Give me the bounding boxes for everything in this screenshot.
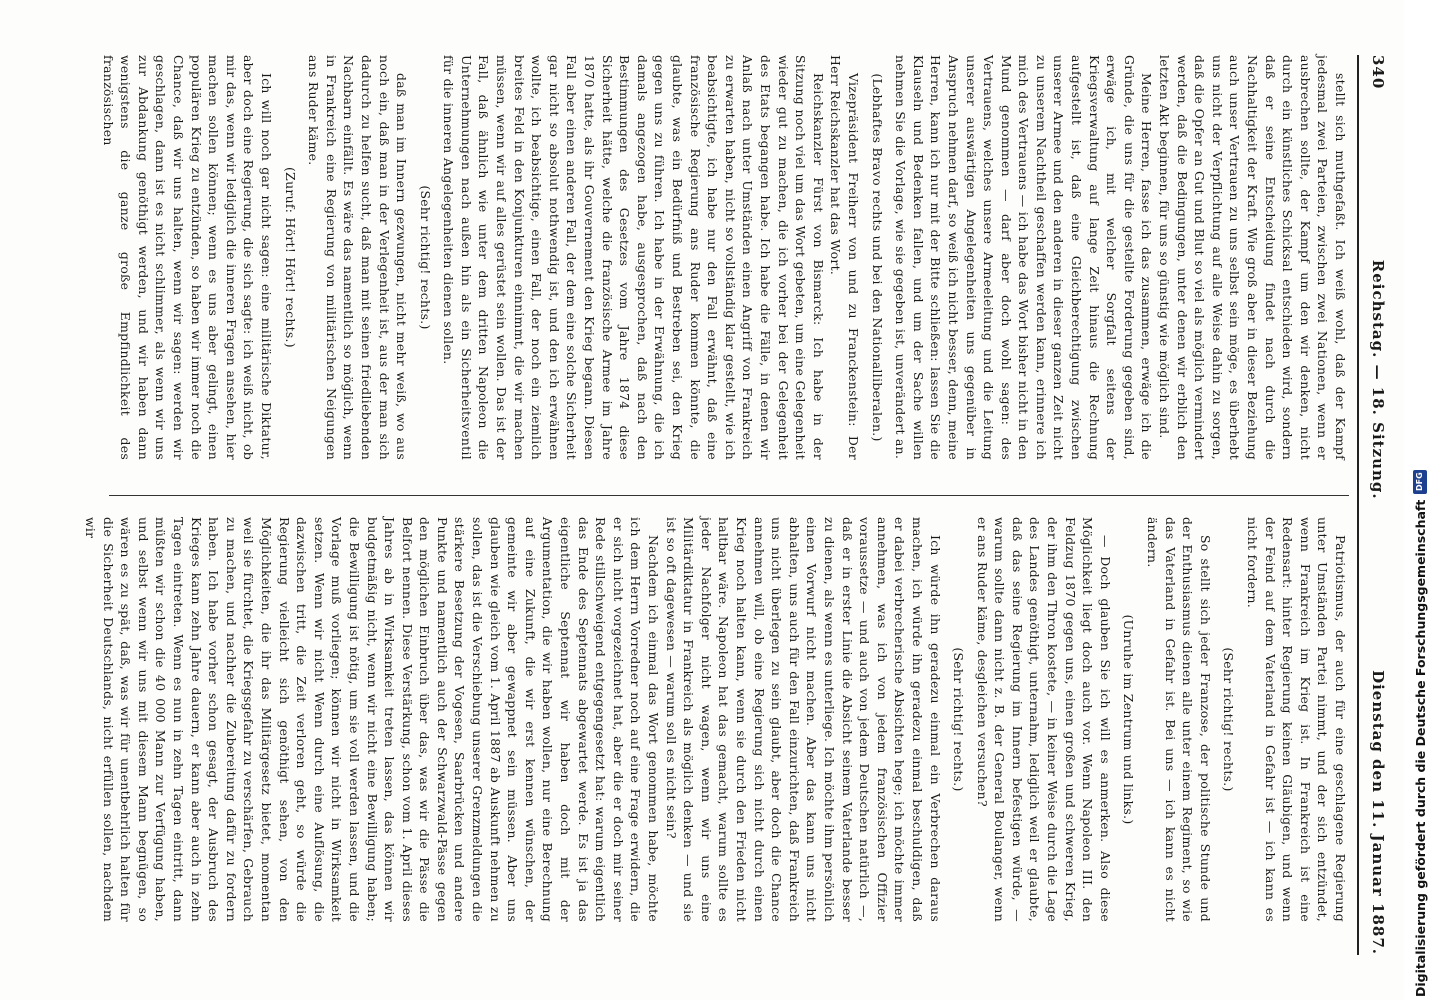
interjection: (Sehr richtig! rechts.) xyxy=(951,647,967,792)
column-separator xyxy=(109,495,1349,496)
text-column-right xyxy=(83,517,1349,922)
header-rule xyxy=(1357,55,1359,955)
paragraph: Vizepräsident Freiherr von und zu Franckenstein: Der Herr Reichskanzler hat das Wort. xyxy=(828,55,861,460)
paragraph: Patriotismus, der auch für eine geschlagene Regierung unter Umständen Partei nimmt, und der sich entzündet, wenn Frankreich im Krieg ist. In Frankreich ist eine Redensart: hinter Regierung keinen Gläubigen, und wenn der Feind auf dem Vaterland in Gefahr ist — ich kann es nicht fordern. xyxy=(1245,517,1348,922)
page-header xyxy=(1361,55,1395,955)
paragraph: — Doch glauben Sie ich will es anmerken. Also diese Möglichkeit liegt doch auch vor. Wenn Napoleon III. den Feldzug 1870 gegen uns, einen großen und schweren Krieg, der ihm den Thron kostete, — in keiner Weise durch die Lage des Landes genöthigt, unternahm, lediglich weil er glaubte, daß das seine Regierung im Innern befestigen würde, — warum sollte dann nicht z. B. der General Boulanger, wenn er ans Ruder käme, desgleichen versuchen? xyxy=(974,517,1113,922)
paragraph: Reichskanzler Fürst von Bismarck: Ich habe in der Sitzung noch viel um das Wort gebeten, um eine Gelegenheit wieder gut zu machen, die ich vorher bei der Gelegenheit des Etats begangen habe. Ich habe die Fälle, in denen wir Anlaß nach unter Umständen einen Angriff von Frankreich zu erwarten haben, nicht so vollständig klar gestellt, wie ich beabsichtigte, ich habe nur den Fall erwähnt, daß eine französische Regierung ans Ruder kommen könnte, die glaubte, was ein Bedürfniß und Bestreben sei, den Krieg gegen uns zu führen. Ich habe in der Erwähnung, die ich damals angezogen habe, ausgesprochen, daß nach den Bestimmungen des Gesetzes vom Jahre 1874 diese Sicherheit hätte, welche die französische Armee im Jahre 1870 hatte, als ihr Gouvernement den Krieg begann. Diesen Fall aber einen anderen Fall, der dem eine solche Sicherheit gar nicht so absolut nothwendig ist, und den ich erwähnen wollte, ich beabsichtige, einen Fall, der noch ein ziemlich breites Feld in den Konjunkturen einnimmt, die wir machen müssen, wenn wir auf alles gerüstet sein wollen. Das ist der Fall, daß ähnlich wie unter dem dritten Napoleon die Unternehmungen nach außen hin als ein Sicherheitsventil für die inneren Angelegenheiten dienen sollen. xyxy=(441,55,826,460)
interjection: (Lebhaftes Bravo rechts und bei den Nationalliberalen.) xyxy=(869,73,885,442)
paragraph: Ich will noch gar nicht sagen: eine militärische Diktatur, aber doch eine Regierung, die sich sagte: ich weiß nicht, ob mir das, wenn wir lediglich die inneren Fragen ansehen, hier machen sollen können; wenn es uns aber gelingt, einen populären Krieg zu entzünden, so haben wir immer noch die Chance, daß wir uns halten, wenn wir sagen: werden wir geschlagen, dann ist es nicht schlimmer, als wenn wir uns zur Abdankung genöthigt werden, und wir haben dann wenigstens die ganze große Empfindlichkeit des französischen xyxy=(100,55,274,460)
page-date: Dienstag den 11. Januar 1887. xyxy=(1369,670,1387,955)
sidebar-credit xyxy=(1410,7,1430,997)
interjection: (Zuruf: Hört! Hört! rechts.) xyxy=(282,167,298,348)
page-number: 340 xyxy=(1369,55,1387,90)
interjection: (Sehr richtig! rechts.) xyxy=(1221,647,1237,792)
text-column-left xyxy=(100,55,1349,460)
digitization-sidebar xyxy=(1404,0,1432,1000)
paragraph: daß man im Innern gezwungen, nicht mehr weiß, wo aus noch ein, daß man in der Verlegenheit ist, aus der man sich dadurch zu helfen sucht, daß man mit seinen friedliebenden Nachbarn einfällt. Es wäre das namentlich so möglich, wenn in Frankreich eine Regierung von militärischen Neigungen ans Ruder käme. xyxy=(306,55,410,460)
paragraph: Nachdem ich einmal das Wort genommen habe, möchte ich dem Herrn Vorredner noch auf eine Frage erwidern, die er sich nicht vorgezeichnet hat, aber die er doch mir seiner Rede stillschweigend entgegengesetzt hat: warum eigentlich das Ende des Septennats abgewartet werde. Es ist ja das eigentliche Septennat wir haben doch mit der Argumentation, die wir haben wollen, nur eine Berechnung auf eine Zukunft, die wir erst kennen wünschen, der gemeinte wir aber gewappnet sein müssen. Aber uns glauben wie gleich vom 1. April 1887 ab Auskunft nehmen zu sollen, das ist die Verschiebung unserer Grenzmeldungen die stärkere Besetzung der Vogesen, Saarbrücken und andere Punkte und namentlich auch der Schwarzwald-Pässe gegen den möglichen Einbruch über das, was wir die Pässe die Belfort nennen. Diese Verstärkung, schon vom 1. April dieses Jahres ab in Wirksamkeit treten lassen, das können wir budgetmäßig nicht, wenn wir nicht eine Bewilligung haben; die Bewilligung ist nötig, um sie voll werden lassen, und die Vorlage muß vorliegen; können wir nicht in Wirksamkeit setzen. Wenn wir nicht Wenn durch eine Auflösung, die dazwischen tritt, die Zeit verloren geht, so würde die Regierung vielleicht sich genöthigt sehen, von den Möglichkeiten, die ihr das Militärgesetz bietet, momentan weil sie fürchtet, die Kriegsgefahr zu verschärfen, Gebrauch zu machen, und nachher die Zubereitung dafür zu fordern haben. Ich habe vorher schon gesagt, der Ausbruch des Krieges kann zehn Jahre dauern, er kann aber auch in zehn Tagen eintreten. Wenn es nun in zehn Tagen eintritt, dann müßten wir schon die 40 000 Mann zur Verfügung haben, und selbst wenn wir uns mit diesem Mann begnügen, so wären es zu spät, daß, was wir für unentbehrlich halten für die Sicherheit Deutschlands, nicht erfüllen sollen, nachdem wir xyxy=(83,517,662,922)
paragraph: So stellt sich jeder Franzose, der politische Stunde und der Enthusiasmus dienen alle unter einem Regiment, so wie das Vaterland in Gefahr ist. Bei uns — ich kann es nicht ändern. xyxy=(1145,517,1213,922)
paragraph: Ich würde ihn geradezu einmal ein Verbrechen daraus machen, ich würde ihn geradezu einmal beschuldigen, daß er dabei verbrecherische Absichten hege; ich möchte immer annehmen, was ich von jedem französischen Offizier voraussetze — und auch von jedem Deutschen natürlich —, daß er in erster Linie die Absicht seinem Vaterlande besser zu dienen, als wenn es unterliege. Ich möchte ihm persönlich einen Vorwurf nicht machen. Aber das kann uns nicht abhalten, uns auch für den Fall einzurichten, daß Frankreich uns nicht überlegen zu sein glaubt, aber doch die Chance annehmen will, ob eine Regierung sich nicht durch einen Krieg noch halten kann, wenn sie durch den Frieden nicht haltbar wäre. Napoleon hat das gemacht, warum sollte es jeder Nachfolger nicht wagen, wenn wir uns eine Militärdiktatur in Frankreich als möglich denken — und sie ist so oft dagewesen — warum soll es nicht sein? xyxy=(663,517,943,922)
interjection: (Unruhe im Zentrum und links.) xyxy=(1121,614,1137,825)
rotated-page-content xyxy=(83,55,1395,955)
sidebar-credit-text: Digitalisierung gefördert durch die Deutsche Forschungsgemeinschaft xyxy=(1412,499,1428,997)
page-title: Reichstag. — 18. Sitzung. xyxy=(1369,259,1387,500)
interjection: (Sehr richtig! rechts.) xyxy=(417,185,433,330)
paragraph: Meine Herren, fasse ich das zusammen, erwäge ich die Gründe, die uns für die gestellte Forderung gegeben sind, erwäge ich, mit welcher Sorgfalt seitens der Kriegsverwaltung auf lange Zeit hinaus die Rechnung aufgestellt ist, daß eine Gleichberechtigung zwischen unserer Armee und den anderen in dieser ganzen Zeit nicht zu unserem Nachtheil geschaffen werden kann, erinnere ich mich des Vertrauens — ich habe das Wort bisher nicht in den Mund genommen — darf aber doch wohl sagen: des Vertrauens, welches unsere Armeeleitung und die Leitung unserer auswärtigen Angelegenheiten uns gegenüber in Anspruch nehmen darf, so weiß ich nicht besser, denn, meine Herren, kann ich nur mit der Bitte schließen: lassen Sie die Klauseln und Bedenken fallen, und um der Sache willen nehmen Sie die Vorlage, wie sie gegeben ist, unverändert an. xyxy=(893,55,1155,460)
paragraph: stellt sich muthgefaßt. Ich weiß wohl, daß der Kampf jedesmal zwei Parteien, zwischen zwei Nationen, wenn er ausbrechen sollte, der Kampf um den wir denken, nicht durch ein künstliches Schicksal entschieden wird, sondern daß er seine Entscheidung findet nach durch die Nachhaltigkeit der Kraft. Wie groß aber in dieser Beziehung auch unser Vertrauen zu uns selbst sein möge, es überhebt uns nicht der Verpflichtung auf alle Weise dahin zu sorgen, daß die Opfer an Gut und Blut so viel als möglich vermindert werden, daß die Bedingungen, unter denen wir erblich den letzten Akt beginnen, für uns so günstig wie möglich sind. xyxy=(1157,55,1348,460)
dfg-logo-icon: DFG xyxy=(1413,470,1427,494)
